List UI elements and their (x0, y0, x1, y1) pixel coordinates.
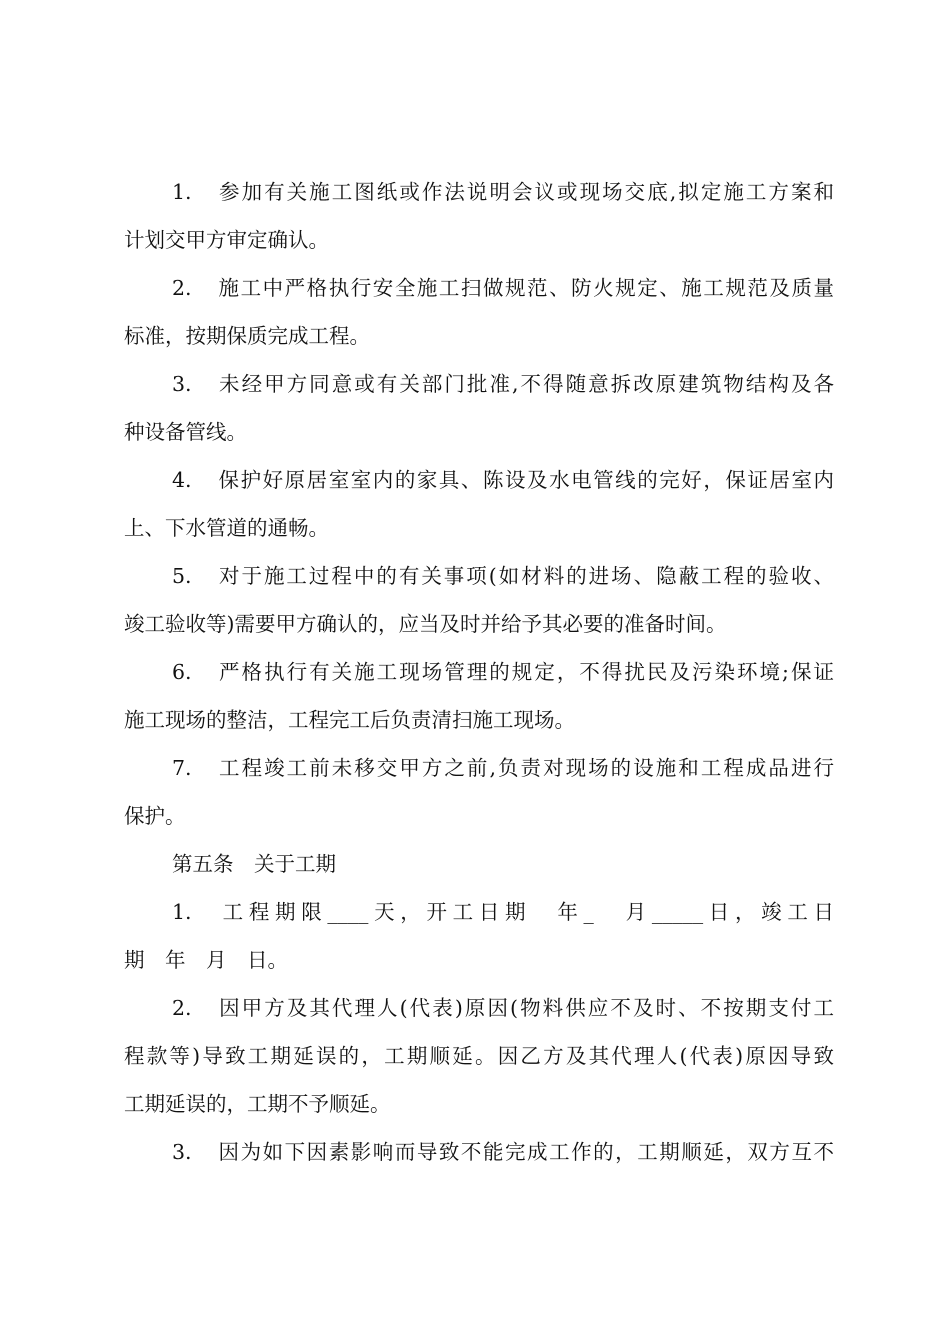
line-text: 对于施工过程中的有关事项(如材料的进场、隐蔽工程的验收、 (217, 564, 834, 588)
line-text: 未经甲方同意或有关部门批准,不得随意拆改原建筑物结构及各 (217, 372, 834, 396)
item-number: 4. (172, 468, 192, 492)
line-text: 计划交甲方审定确认。 (124, 228, 329, 252)
item-number: 1. (172, 900, 192, 924)
clause-5-2-line-2 (124, 1041, 834, 1071)
clause-4-3-line-1 (172, 369, 834, 399)
clause-4-5-line-2 (124, 609, 834, 639)
clause-4-1-line-2 (124, 225, 834, 255)
line-text: 标准，按期保质完成工程。 (124, 324, 370, 348)
clause-4-6-line-2 (124, 705, 834, 735)
line-text: 保护好原居室室内的家具、陈设及水电管线的完好，保证居室内 (217, 468, 834, 492)
line-text: 因甲方及其代理人(代表)原因(物料供应不及时、不按期支付工 (217, 996, 834, 1020)
line-text: 期 年 月 日。 (124, 948, 288, 972)
clause-4-2-line-2 (124, 321, 834, 351)
line-text: 严格执行有关施工现场管理的规定，不得扰民及污染环境;保证 (217, 660, 834, 684)
line-text: 因为如下因素影响而导致不能完成工作的，工期顺延，双方互不 (217, 1140, 834, 1164)
line-text: 工程期限____天，开工日期 年_ 月_____日，竣工日 (217, 900, 834, 924)
line-text: 竣工验收等)需要甲方确认的，应当及时并给予其必要的准备时间。 (124, 612, 727, 636)
clause-4-5-line-1 (172, 561, 834, 591)
clause-4-7-line-2 (124, 801, 834, 831)
item-number: 6. (172, 660, 192, 684)
clause-4-6-line-1 (172, 657, 834, 687)
item-number: 7. (172, 756, 192, 780)
clause-4-4-line-1 (172, 465, 834, 495)
line-text: 种设备管线。 (124, 420, 247, 444)
clause-5-3-line-1 (172, 1137, 834, 1167)
clause-5-2-line-1 (172, 993, 834, 1023)
line-text: 工程竣工前未移交甲方之前,负责对现场的设施和工程成品进行 (217, 756, 834, 780)
line-text: 工期延误的，工期不予顺延。 (124, 1092, 391, 1116)
heading-text: 第五条 关于工期 (172, 852, 336, 876)
clause-4-7-line-1 (172, 753, 834, 783)
line-text: 施工中严格执行安全施工扫做规范、防火规定、施工规范及质量 (217, 276, 834, 300)
clause-5-1-line-1 (172, 897, 834, 927)
clause-5-2-line-3 (124, 1089, 834, 1119)
line-text: 参加有关施工图纸或作法说明会议或现场交底,拟定施工方案和 (217, 180, 834, 204)
clause-4-3-line-2 (124, 417, 834, 447)
item-number: 2. (172, 996, 192, 1020)
item-number: 2. (172, 276, 192, 300)
clause-4-2-line-1 (172, 273, 834, 303)
line-text: 程款等)导致工期延误的，工期顺延。因乙方及其代理人(代表)原因导致 (124, 1044, 834, 1068)
line-text: 保护。 (124, 804, 186, 828)
item-number: 3. (172, 372, 192, 396)
clause-4-1-line-1 (172, 177, 834, 207)
section-heading (172, 849, 834, 879)
clause-5-1-line-2 (124, 945, 834, 975)
item-number: 1. (172, 180, 192, 204)
clause-4-4-line-2 (124, 513, 834, 543)
item-number: 5. (172, 564, 192, 588)
line-text: 施工现场的整洁，工程完工后负责清扫施工现场。 (124, 708, 575, 732)
item-number: 3. (172, 1140, 192, 1164)
line-text: 上、下水管道的通畅。 (124, 516, 329, 540)
